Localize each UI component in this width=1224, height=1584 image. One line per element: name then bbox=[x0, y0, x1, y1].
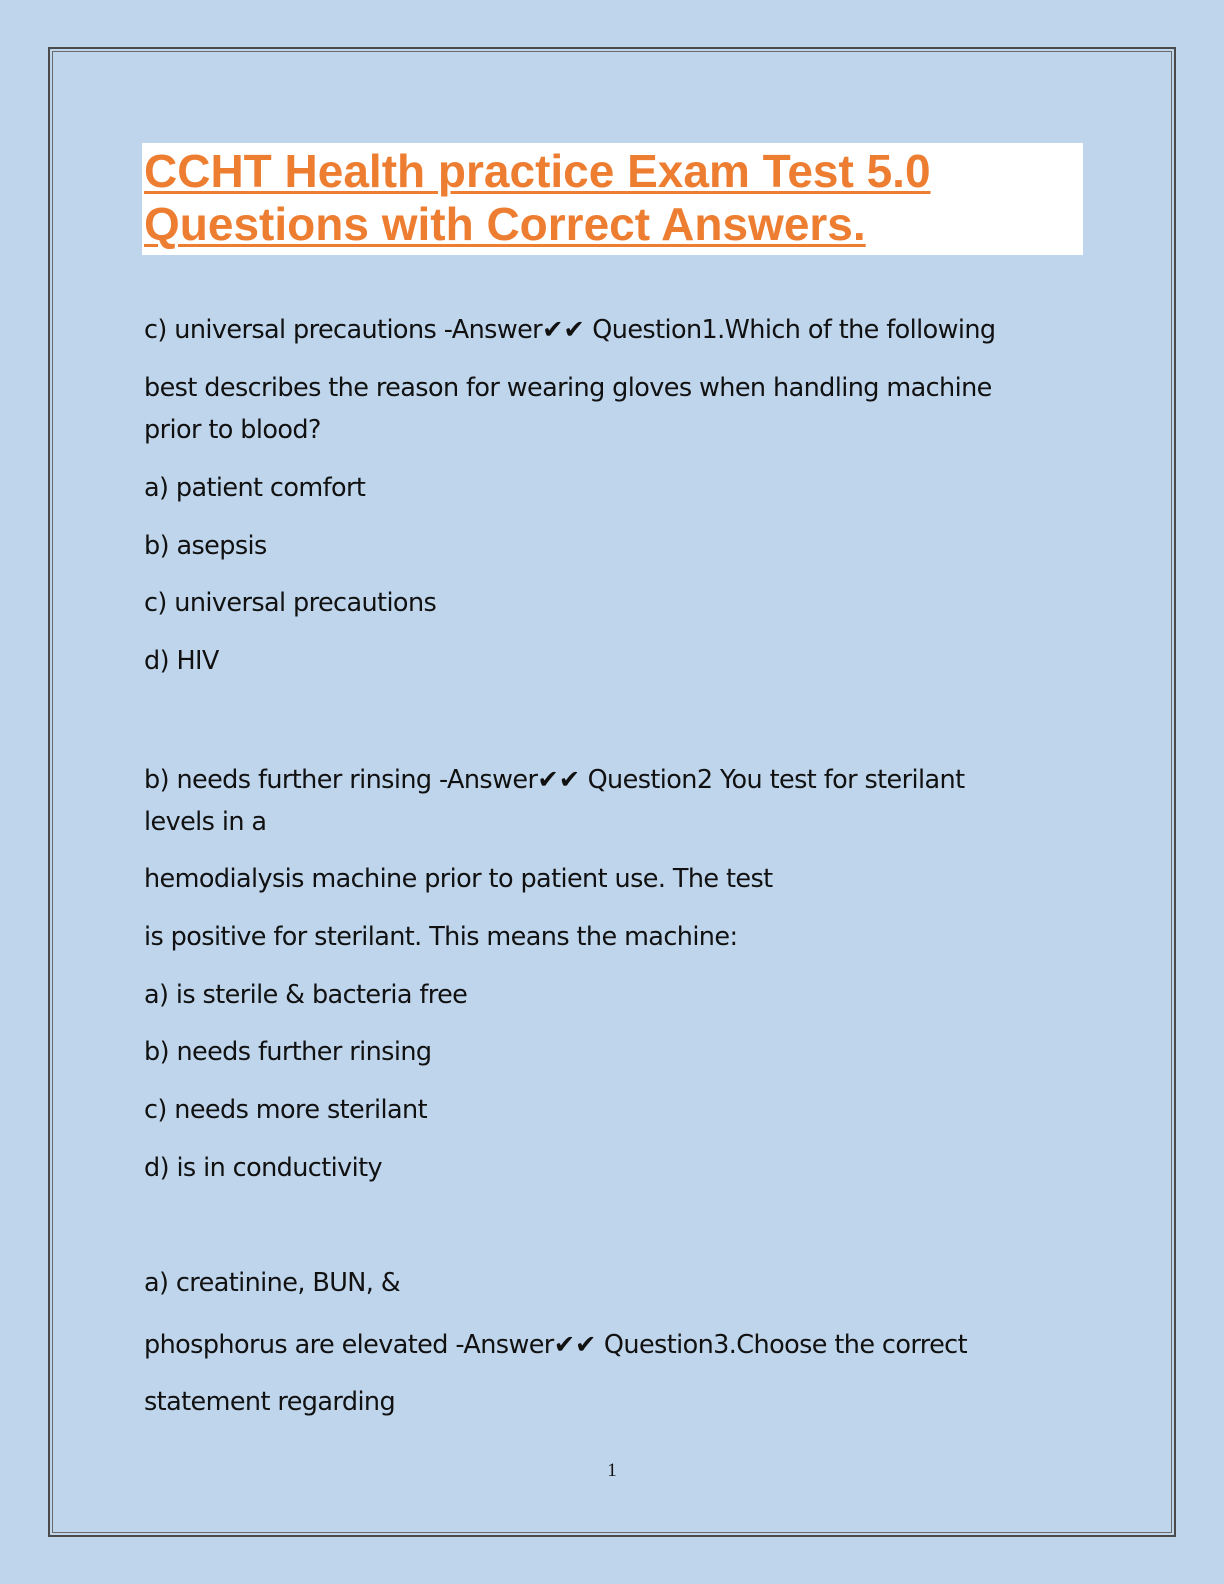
question-2-text-line-1: levels in a bbox=[144, 807, 267, 837]
question-2-option-a: a) is sterile & bacteria free bbox=[144, 980, 468, 1010]
question-1-option-d: d) HIV bbox=[144, 646, 219, 676]
question-2-text-line-3: is positive for sterilant. This means the machine: bbox=[144, 922, 738, 952]
question-1-answer-line bbox=[144, 315, 996, 345]
question-1-option-c: c) universal precautions bbox=[144, 588, 437, 618]
question-3-start: Question3.Choose the correct bbox=[596, 1330, 968, 1360]
question-2-answer-line bbox=[144, 765, 964, 795]
check-mark-icon: ✔✔ bbox=[553, 1330, 597, 1360]
question-3-answer: phosphorus are elevated -Answer bbox=[144, 1330, 554, 1360]
title-line-1: CCHT Health practice Exam Test 5.0 bbox=[144, 145, 931, 197]
question-2-option-b: b) needs further rinsing bbox=[144, 1037, 432, 1067]
question-3-answer-line bbox=[144, 1330, 967, 1360]
check-mark-icon: ✔✔ bbox=[537, 765, 581, 795]
question-3-text-line-1: statement regarding bbox=[144, 1387, 396, 1417]
question-2-start: Question2 You test for sterilant bbox=[580, 765, 965, 795]
question-1-answer: c) universal precautions -Answer bbox=[144, 315, 543, 345]
question-2-text-line-2: hemodialysis machine prior to patient use. The test bbox=[144, 864, 773, 894]
question-1-text-line-2: prior to blood? bbox=[144, 415, 321, 445]
question-1-option-b: b) asepsis bbox=[144, 531, 267, 561]
page-number: 1 bbox=[607, 1460, 617, 1481]
question-1-option-a: a) patient comfort bbox=[144, 473, 366, 503]
check-mark-icon: ✔✔ bbox=[542, 315, 585, 345]
question-2-answer: b) needs further rinsing -Answer bbox=[144, 765, 538, 795]
question-1-text-line-1: best describes the reason for wearing gloves when handling machine bbox=[144, 373, 992, 403]
title-line-2: Questions with Correct Answers. bbox=[144, 198, 866, 250]
question-3-answer-pre: a) creatinine, BUN, & bbox=[144, 1268, 401, 1298]
question-1-start: Question1.Which of the following bbox=[584, 315, 996, 345]
question-2-option-d: d) is in conductivity bbox=[144, 1153, 382, 1183]
question-2-option-c: c) needs more sterilant bbox=[144, 1095, 427, 1125]
document-title bbox=[142, 143, 1083, 255]
